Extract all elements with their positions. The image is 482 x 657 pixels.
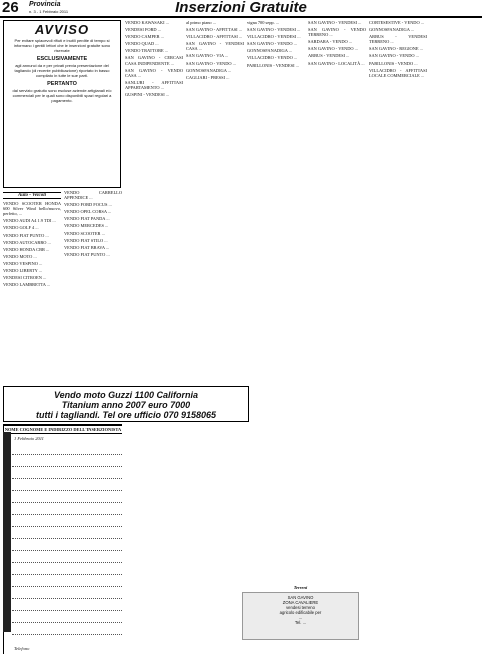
insert-box <box>242 592 359 640</box>
classified-ad: SAN GAVINO - VENDESI CASA ... <box>186 41 244 52</box>
ad-coupon <box>3 424 122 654</box>
column-7 <box>369 20 427 654</box>
classified-ad: GONNOSFANADIGA ... <box>186 67 232 73</box>
classified-ad: VENDO FIAT PUNTO ... <box>3 232 49 238</box>
classified-ad: VENDO TRATTORE ... <box>125 48 169 54</box>
notice-paragraph-1: Per evitare spiacevoli rifiuti e inutili perdite di tempo si informano i gentili lettori che le inserzioni gratuite sono riservate <box>13 38 111 53</box>
classified-ad: VENDO CARRELLO APPENDICE ... <box>64 190 122 201</box>
coupon-line[interactable] <box>12 563 122 575</box>
classified-ad: VENDO GOLF 4 ... <box>3 225 39 231</box>
coupon-line[interactable] <box>12 599 122 611</box>
classified-ad: VILLACIDRO - AFFITTASI ... <box>186 34 243 40</box>
classified-ad: VENDESI CITROEN ... <box>3 275 47 281</box>
publication-logo: Provincia <box>29 1 61 8</box>
classified-ad: VENDO FIAT STILO ... <box>64 237 108 243</box>
page-header <box>0 0 482 18</box>
classified-ad: SAN GAVINO - VENDO TERRENO ... <box>308 27 366 38</box>
insert-box-title: Terreni <box>293 585 308 590</box>
insert-box-line: ZONA CAVALIERE <box>282 600 319 605</box>
classified-ad: VENDO LAMBRETTA ... <box>3 282 51 288</box>
classified-ad: SAN GAVINO - LOCALITÀ ... <box>308 60 365 66</box>
coupon-line[interactable] <box>12 539 122 551</box>
coupon-header: NOME COGNOME E INDIRIZZO DELL'INSERZIONISTA <box>4 424 122 434</box>
classified-ad: VENDESI FORD ... <box>125 27 161 33</box>
classified-ad: ARBUS - VENDESI ... <box>308 53 350 59</box>
coupon-line[interactable] <box>12 515 122 527</box>
classified-ad: VENDO MOTO ... <box>3 253 37 259</box>
classified-ad: ARBUS - VENDESI TERRENO ... <box>369 34 427 45</box>
column-5 <box>247 20 305 580</box>
classified-ad: VENDO VESPINO ... <box>3 260 43 266</box>
coupon-line[interactable] <box>12 503 122 515</box>
insert-box-line: ... <box>298 615 303 620</box>
classified-ad: SAN GAVINO - VENDO ... <box>308 46 358 52</box>
coupon-line[interactable] <box>12 527 122 539</box>
classified-ad: CAGLIARI - PRESSI ... <box>186 74 230 80</box>
classified-ad: VENDO HONDA CBR ... <box>3 246 50 252</box>
notice-heading-1: ESCLUSIVAMENTE <box>36 56 88 62</box>
classified-ad: VENDO AUTOCARRO ... <box>3 239 51 245</box>
classified-ad: VENDO QUAD ... <box>125 41 159 47</box>
column-4 <box>186 20 244 382</box>
coupon-line[interactable] <box>12 587 122 599</box>
classified-ad: SAN GAVINO - VENDO CASA ... <box>125 67 183 78</box>
classified-ad: VENDO FIAT PANDA ... <box>64 216 110 222</box>
insert-box-line: SAN GAVINO <box>287 595 314 600</box>
insert-box-line: vendesi terreno <box>286 605 315 610</box>
notice-paragraph-3: dal servizio gratuito sono escluse aziende artigianali e/o commerciali per le quali sono disponibili spazi regolari a pagamento. <box>12 88 112 103</box>
classified-ad: SAN GAVINO - VENDO ... <box>186 60 236 66</box>
classified-ad: SAN GAVINO - VENDESI ... <box>247 27 301 33</box>
coupon-line[interactable] <box>12 467 122 479</box>
classified-ad: VENDO FIAT BRAVA ... <box>64 244 110 250</box>
column-1 <box>3 190 61 384</box>
classified-ad: VILLACIDRO - VENDESI ... <box>247 34 301 40</box>
classified-ad: SAN GAVINO - VENDO ... <box>369 53 419 59</box>
coupon-line[interactable] <box>12 455 122 467</box>
coupon-line[interactable] <box>12 575 122 587</box>
classified-ad: vigna 700 sepp. ... <box>247 20 280 25</box>
classified-ad: VENDO MERCEDES ... <box>64 223 109 229</box>
classified-ad: GUSPINI - VENDESI ... <box>125 92 170 98</box>
coupon-date: 1 Febbraio 2011 <box>14 436 44 441</box>
coupon-line[interactable] <box>12 479 122 491</box>
coupon-line[interactable] <box>12 443 122 455</box>
insert-box-line: Tel. ... <box>294 620 307 625</box>
classified-ad: PABILLONIS - VENDO ... <box>369 60 418 66</box>
moto-guzzi-line-1: Vendo moto Guzzi 1100 California <box>53 390 199 400</box>
classified-ad: SAN GAVINO - VENDESI ... <box>308 20 362 25</box>
moto-guzzi-line-3: tutti i tagliandi. Tel ore ufficio 070 9158065 <box>35 410 217 420</box>
classified-ad: SAN GAVINO - VIA ... <box>186 53 229 59</box>
classified-ad: VENDO SCOOTER HONDA 600 Silver Wind bello/nuovo, perfetto, ... <box>3 201 61 217</box>
section-auto-veicoli: Auto - Veicoli <box>3 192 61 199</box>
classified-ad: CORTESESTIVE - VENDO ... <box>369 20 425 25</box>
coupon-line[interactable] <box>12 491 122 503</box>
coupon-line[interactable] <box>12 623 122 635</box>
classified-ad: VENDO FORD FOCUS ... <box>64 202 112 208</box>
column-3 <box>125 20 183 654</box>
classified-ad: VENDO KAWASAKI ... <box>125 20 169 25</box>
coupon-line[interactable] <box>12 551 122 563</box>
classified-ad: VENDO LIBERTY ... <box>3 268 42 274</box>
moto-guzzi-ad <box>3 386 249 422</box>
classified-ad: al primo piano ... <box>186 20 216 25</box>
issue-info: n. 3 - 1 Febbraio 2011 <box>29 9 69 14</box>
page-title: Inserzioni Gratuite <box>175 0 307 16</box>
classified-ad: VENDO FIAT PUNTO ... <box>64 251 110 257</box>
classified-ad: GONNOSFANADIGA ... <box>369 27 415 33</box>
notice-paragraph-2: agli annunci da e per privati previa presentazione del tagliando (di recente pubblicazione) riportato in basso compilato in tutte le sue parti. <box>14 63 110 78</box>
classified-ad: PABILLONIS - VENDESI ... <box>247 62 299 68</box>
insert-box-line: agricolo edificabile per <box>279 610 322 615</box>
column-6 <box>308 20 366 654</box>
column-2 <box>64 190 122 384</box>
classified-ad: VILLACIDRO - AFFITTASI LOCALE COMMERCIALE ... <box>369 67 427 78</box>
page-number: 26 <box>2 0 19 16</box>
classified-ad: VENDO OPEL CORSA ... <box>64 209 112 215</box>
classified-ad: SARDARA - VENDO ... <box>308 39 353 45</box>
notice-title: AVVISO <box>34 22 90 37</box>
classified-ad: SANLURI - AFFITTASI APPARTAMENTO ... <box>125 79 183 90</box>
notice-box <box>3 20 121 188</box>
classified-ad: SAN GAVINO - REGIONE ... <box>369 46 423 52</box>
classified-ad: GONNOSFANADIGA ... <box>247 48 293 54</box>
notice-heading-2: PERTANTO <box>47 81 77 87</box>
coupon-line[interactable] <box>12 611 122 623</box>
classified-ad: VENDO SCOOTER ... <box>64 230 105 236</box>
classified-ad: SAN GAVINO - VENDO ... <box>247 41 297 47</box>
classified-ad: VENDO CAMPER ... <box>125 34 164 40</box>
classified-ad: VENDO AUDI A4 1.9 TDI ... <box>3 218 56 224</box>
classified-ad: SAN GAVINO - AFFITTASI ... <box>186 27 243 33</box>
classified-ad: SAN GAVINO - CERCASI CASA INDIPENDENTE ... <box>125 55 183 66</box>
coupon-telephone-label: Telefono <box>14 646 30 651</box>
moto-guzzi-line-2: Titanium anno 2007 euro 7000 <box>61 400 191 410</box>
coupon-side-bar <box>3 432 11 632</box>
classified-ad: VILLACIDRO - VENDO ... <box>247 55 298 61</box>
